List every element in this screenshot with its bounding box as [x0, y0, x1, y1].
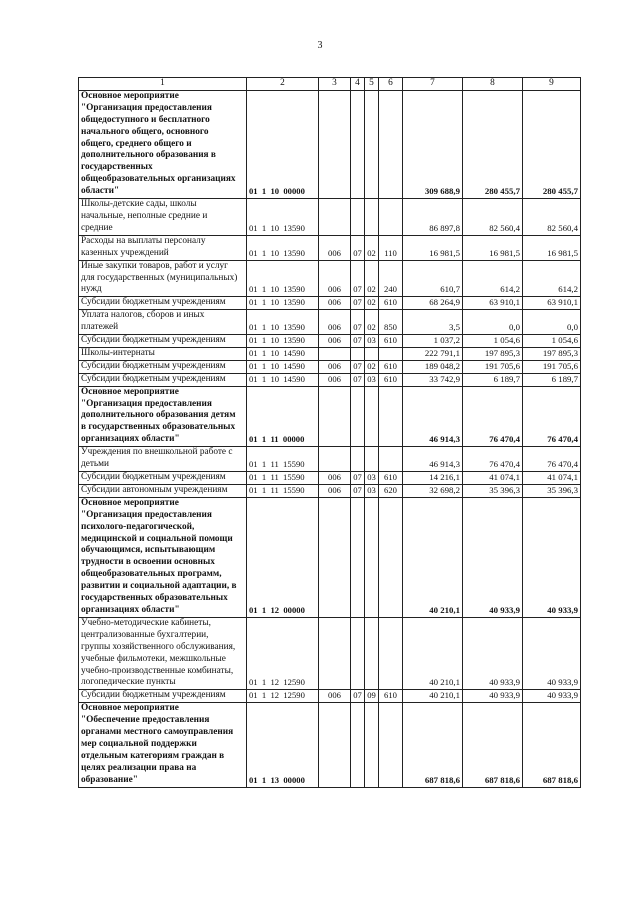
section-code-cell: 07	[351, 335, 365, 348]
main-activity-row	[79, 90, 581, 198]
budget-code-cell: 01 1 12 00000	[247, 497, 319, 617]
amount-year-2-cell: 40 933,9	[463, 617, 523, 689]
amount-year-1-cell: 33 742,9	[403, 373, 463, 386]
table-row	[79, 690, 581, 703]
row-name-cell: Субсидии бюджетным учреждениям	[79, 472, 247, 485]
expense-type-cell: 610	[379, 297, 403, 310]
amount-year-2-cell: 197 895,3	[463, 347, 523, 360]
expense-type-cell: 610	[379, 690, 403, 703]
column-header: 6	[379, 78, 403, 91]
budget-code-cell: 01 1 10 14590	[247, 347, 319, 360]
table-row	[79, 347, 581, 360]
table-row	[79, 360, 581, 373]
section-code-cell	[351, 617, 365, 689]
table-row	[79, 260, 581, 297]
table-row	[79, 373, 581, 386]
amount-year-3-cell: 35 396,3	[523, 484, 581, 497]
row-name-cell: Школы-детские сады, школы начальные, неполные средние и средние	[79, 199, 247, 236]
amount-year-3-cell: 40 933,9	[523, 497, 581, 617]
section-code-cell	[351, 199, 365, 236]
ministry-code-cell: 006	[319, 472, 351, 485]
expense-type-cell: 240	[379, 260, 403, 297]
expense-type-cell: 620	[379, 484, 403, 497]
amount-year-1-cell: 222 791,1	[403, 347, 463, 360]
main-activity-row	[79, 386, 581, 447]
amount-year-1-cell: 3,5	[403, 310, 463, 335]
section-code-cell: 07	[351, 260, 365, 297]
section-code-cell: 07	[351, 690, 365, 703]
budget-code-cell: 01 1 10 13590	[247, 335, 319, 348]
budget-code-cell: 01 1 11 15590	[247, 484, 319, 497]
subsection-code-cell	[365, 199, 379, 236]
row-name-cell: Иные закупки товаров, работ и услуг для государственных (муниципальных) нужд	[79, 260, 247, 297]
row-name-cell: Субсидии бюджетным учреждениям	[79, 335, 247, 348]
budget-code-cell: 01 1 10 13590	[247, 199, 319, 236]
amount-year-1-cell: 32 698,2	[403, 484, 463, 497]
section-code-cell: 07	[351, 472, 365, 485]
subsection-code-cell	[365, 386, 379, 447]
amount-year-2-cell: 82 560,4	[463, 199, 523, 236]
expense-type-cell	[379, 497, 403, 617]
column-header: 4	[351, 78, 365, 91]
row-name-cell: Основное мероприятие "Организация предоставления дополнительного образования детям в государственных образовательных организациях области"	[79, 386, 247, 447]
subsection-code-cell: 03	[365, 373, 379, 386]
amount-year-3-cell: 41 074,1	[523, 472, 581, 485]
ministry-code-cell	[319, 617, 351, 689]
ministry-code-cell: 006	[319, 235, 351, 260]
table-row	[79, 297, 581, 310]
ministry-code-cell	[319, 90, 351, 198]
subsection-code-cell: 09	[365, 690, 379, 703]
section-code-cell: 07	[351, 297, 365, 310]
budget-table	[78, 77, 581, 788]
budget-code-cell: 01 1 10 13590	[247, 260, 319, 297]
ministry-code-cell	[319, 199, 351, 236]
subsection-code-cell	[365, 90, 379, 198]
amount-year-1-cell: 68 264,9	[403, 297, 463, 310]
page-number: 3	[317, 40, 323, 51]
ministry-code-cell	[319, 347, 351, 360]
budget-code-cell: 01 1 10 13590	[247, 235, 319, 260]
amount-year-3-cell: 0,0	[523, 310, 581, 335]
budget-code-cell: 01 1 11 15590	[247, 447, 319, 472]
budget-code-cell: 01 1 12 12590	[247, 617, 319, 689]
row-name-cell: Основное мероприятие "Организация предоставления общедоступного и бесплатного начального общего, основного общего, среднего общего и дополнительного образования в государственных общеобразовательных организациях области"	[79, 90, 247, 198]
section-code-cell: 07	[351, 235, 365, 260]
amount-year-1-cell: 610,7	[403, 260, 463, 297]
expense-type-cell	[379, 90, 403, 198]
subsection-code-cell: 03	[365, 484, 379, 497]
amount-year-1-cell: 16 981,5	[403, 235, 463, 260]
expense-type-cell	[379, 447, 403, 472]
ministry-code-cell: 006	[319, 484, 351, 497]
subsection-code-cell: 02	[365, 297, 379, 310]
row-name-cell: Учебно-методические кабинеты, централизованные бухгалтерии, группы хозяйственного обслуживания, учебные фильмотеки, межшкольные учебно-производственные комбинаты, логопедические пункты	[79, 617, 247, 689]
amount-year-3-cell: 16 981,5	[523, 235, 581, 260]
expense-type-cell	[379, 703, 403, 787]
expense-type-cell	[379, 347, 403, 360]
amount-year-3-cell: 40 933,9	[523, 690, 581, 703]
amount-year-3-cell: 197 895,3	[523, 347, 581, 360]
column-header: 5	[365, 78, 379, 91]
ministry-code-cell	[319, 447, 351, 472]
table-row	[79, 235, 581, 260]
table-row	[79, 617, 581, 689]
amount-year-1-cell: 40 210,1	[403, 690, 463, 703]
expense-type-cell: 610	[379, 472, 403, 485]
expense-type-cell	[379, 617, 403, 689]
budget-code-cell: 01 1 10 13590	[247, 297, 319, 310]
column-header: 7	[403, 78, 463, 91]
budget-code-cell: 01 1 10 13590	[247, 310, 319, 335]
budget-code-cell: 01 1 10 00000	[247, 90, 319, 198]
amount-year-2-cell: 40 933,9	[463, 497, 523, 617]
expense-type-cell: 610	[379, 335, 403, 348]
amount-year-3-cell: 1 054,6	[523, 335, 581, 348]
subsection-code-cell: 03	[365, 335, 379, 348]
amount-year-2-cell: 0,0	[463, 310, 523, 335]
main-activity-row	[79, 497, 581, 617]
subsection-code-cell	[365, 347, 379, 360]
budget-code-cell: 01 1 11 15590	[247, 472, 319, 485]
ministry-code-cell: 006	[319, 260, 351, 297]
row-name-cell: Субсидии бюджетным учреждениям	[79, 360, 247, 373]
column-header: 1	[79, 78, 247, 91]
subsection-code-cell	[365, 447, 379, 472]
amount-year-2-cell: 41 074,1	[463, 472, 523, 485]
row-name-cell: Учреждения по внешкольной работе с детьми	[79, 447, 247, 472]
amount-year-1-cell: 46 914,3	[403, 386, 463, 447]
section-code-cell	[351, 447, 365, 472]
subsection-code-cell: 02	[365, 310, 379, 335]
expense-type-cell: 110	[379, 235, 403, 260]
column-header: 9	[523, 78, 581, 91]
table-row	[79, 447, 581, 472]
amount-year-2-cell: 614,2	[463, 260, 523, 297]
column-header: 8	[463, 78, 523, 91]
subsection-code-cell: 02	[365, 360, 379, 373]
amount-year-2-cell: 63 910,1	[463, 297, 523, 310]
ministry-code-cell: 006	[319, 297, 351, 310]
expense-type-cell	[379, 199, 403, 236]
ministry-code-cell: 006	[319, 310, 351, 335]
expense-type-cell	[379, 386, 403, 447]
ministry-code-cell	[319, 497, 351, 617]
table-row	[79, 472, 581, 485]
budget-code-cell: 01 1 12 12590	[247, 690, 319, 703]
amount-year-1-cell: 40 210,1	[403, 497, 463, 617]
ministry-code-cell	[319, 386, 351, 447]
table-row	[79, 335, 581, 348]
row-name-cell: Субсидии автономным учреждениям	[79, 484, 247, 497]
table-row	[79, 484, 581, 497]
amount-year-3-cell: 191 705,6	[523, 360, 581, 373]
header-row	[79, 78, 581, 91]
budget-code-cell: 01 1 11 00000	[247, 386, 319, 447]
amount-year-2-cell: 687 818,6	[463, 703, 523, 787]
amount-year-3-cell: 76 470,4	[523, 386, 581, 447]
row-name-cell: Расходы на выплаты персоналу казенных учреждений	[79, 235, 247, 260]
expense-type-cell: 610	[379, 373, 403, 386]
amount-year-3-cell: 76 470,4	[523, 447, 581, 472]
table-row	[79, 199, 581, 236]
amount-year-3-cell: 614,2	[523, 260, 581, 297]
row-name-cell: Субсидии бюджетным учреждениям	[79, 297, 247, 310]
amount-year-2-cell: 6 189,7	[463, 373, 523, 386]
amount-year-3-cell: 6 189,7	[523, 373, 581, 386]
section-code-cell: 07	[351, 360, 365, 373]
amount-year-1-cell: 309 688,9	[403, 90, 463, 198]
section-code-cell	[351, 386, 365, 447]
ministry-code-cell	[319, 703, 351, 787]
amount-year-1-cell: 14 216,1	[403, 472, 463, 485]
row-name-cell: Субсидии бюджетным учреждениям	[79, 373, 247, 386]
section-code-cell	[351, 497, 365, 617]
ministry-code-cell: 006	[319, 360, 351, 373]
section-code-cell	[351, 703, 365, 787]
subsection-code-cell: 02	[365, 235, 379, 260]
subsection-code-cell: 02	[365, 260, 379, 297]
ministry-code-cell: 006	[319, 690, 351, 703]
expense-type-cell: 610	[379, 360, 403, 373]
main-activity-row	[79, 703, 581, 787]
amount-year-2-cell: 280 455,7	[463, 90, 523, 198]
amount-year-2-cell: 1 054,6	[463, 335, 523, 348]
row-name-cell: Школы-интернаты	[79, 347, 247, 360]
row-name-cell: Субсидии бюджетным учреждениям	[79, 690, 247, 703]
row-name-cell: Уплата налогов, сборов и иных платежей	[79, 310, 247, 335]
section-code-cell	[351, 347, 365, 360]
amount-year-3-cell: 40 933,9	[523, 617, 581, 689]
table-row	[79, 310, 581, 335]
subsection-code-cell	[365, 497, 379, 617]
amount-year-2-cell: 76 470,4	[463, 386, 523, 447]
amount-year-2-cell: 76 470,4	[463, 447, 523, 472]
section-code-cell: 07	[351, 484, 365, 497]
subsection-code-cell: 03	[365, 472, 379, 485]
amount-year-2-cell: 16 981,5	[463, 235, 523, 260]
amount-year-3-cell: 63 910,1	[523, 297, 581, 310]
expense-type-cell: 850	[379, 310, 403, 335]
column-header: 3	[319, 78, 351, 91]
budget-code-cell: 01 1 13 00000	[247, 703, 319, 787]
section-code-cell: 07	[351, 310, 365, 335]
row-name-cell: Основное мероприятие "Обеспечение предоставления органами местного самоуправления мер социальной поддержки отдельным категориям граждан в целях реализации права на образование"	[79, 703, 247, 787]
amount-year-3-cell: 82 560,4	[523, 199, 581, 236]
amount-year-1-cell: 1 037,2	[403, 335, 463, 348]
column-header: 2	[247, 78, 319, 91]
amount-year-1-cell: 46 914,3	[403, 447, 463, 472]
amount-year-1-cell: 687 818,6	[403, 703, 463, 787]
amount-year-1-cell: 189 048,2	[403, 360, 463, 373]
amount-year-1-cell: 40 210,1	[403, 617, 463, 689]
amount-year-3-cell: 687 818,6	[523, 703, 581, 787]
subsection-code-cell	[365, 617, 379, 689]
amount-year-3-cell: 280 455,7	[523, 90, 581, 198]
section-code-cell	[351, 90, 365, 198]
ministry-code-cell: 006	[319, 373, 351, 386]
subsection-code-cell	[365, 703, 379, 787]
amount-year-2-cell: 35 396,3	[463, 484, 523, 497]
budget-code-cell: 01 1 10 14590	[247, 373, 319, 386]
ministry-code-cell: 006	[319, 335, 351, 348]
section-code-cell: 07	[351, 373, 365, 386]
row-name-cell: Основное мероприятие "Организация предоставления психолого-педагогической, медицинской и социальной помощи обучающимся, испытывающим трудности в освоении основных общеобразовательных программ, развитии и социальной адаптации, в государственных образовательных организациях области"	[79, 497, 247, 617]
amount-year-2-cell: 191 705,6	[463, 360, 523, 373]
amount-year-1-cell: 86 897,8	[403, 199, 463, 236]
amount-year-2-cell: 40 933,9	[463, 690, 523, 703]
budget-code-cell: 01 1 10 14590	[247, 360, 319, 373]
